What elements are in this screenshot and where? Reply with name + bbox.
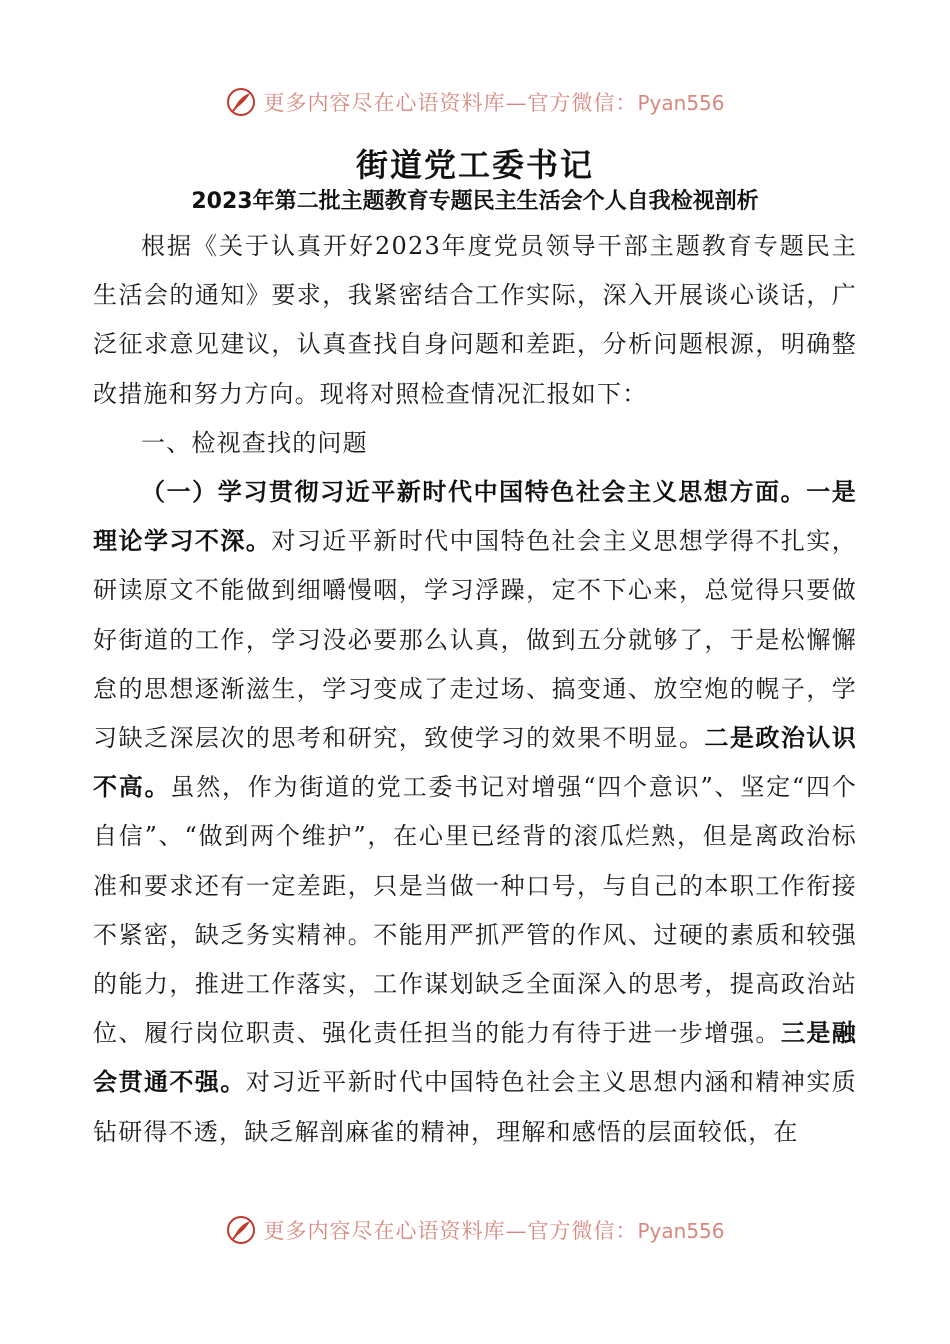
document-subtitle: 2023年第二批主题教育专题民主生活会个人自我检视剖析 [191,189,759,214]
point2-text: 虽然，作为街道的党工委书记对增强“四个意识”、坚定“四个自信”、“做到两个维护”，在心里已经背的滚瓜烂熟，但是离政治标准和要求还有一定差距，只是当做一种口号，与自己的本职工作衔接不紧密，缺乏务实精神。不能用严抓严管的作风、过硬的素质和较强的能力，推进工作落实，工作谋划缺乏全面深入的思考，提高政治站位、履行岗位职责、强化责任担当的能力有待于进一步增强。 [93,773,857,1048]
watermark-footer [0,1210,950,1250]
document-body [93,222,857,1157]
subsection-paragraph [93,468,857,1157]
watermark-wechat-id: Pyan556 [637,1219,725,1243]
point2-title: 二是政治认识不高。 [93,724,857,802]
watermark-text: 更多内容尽在心语资料库—官方微信：Pyan556 [263,1219,725,1243]
watermark-header [0,82,950,122]
subsection-heading: （一）学习贯彻习近平新时代中国特色社会主义思想方面。 [141,478,807,507]
document-title: 街道党工委书记 [355,146,594,184]
quill-logo-icon [225,86,257,118]
point3-title: 三是融会贯通不强。 [93,1019,857,1097]
point1-text: 对习近平新时代中国特色社会主义思想学得不扎实，研读原文不能做到细嚼慢咽，学习浮躁，定不下心来，总觉得只要做好街道的工作，学习没必要那么认真，做到五分就够了，于是松懈懈怠的思想逐渐滋生，学习变成了走过场、搞变通、放空炮的幌子，学习缺乏深层次的思考和研究，致使学习的效果不明显。 [93,527,857,753]
quill-logo-icon [225,1214,257,1246]
point3-text: 对习近平新时代中国特色社会主义思想内涵和精神实质钻研得不透，缺乏解剖麻雀的精神，理解和感悟的层面较低，在 [93,1068,857,1146]
point1-title: 一是理论学习不深。 [93,478,858,556]
intro-paragraph: 根据《关于认真开好2023年度党员领导干部主题教育专题民主生活会的通知》要求，我紧密结合工作实际，深入开展谈心谈话，广泛征求意见建议，认真查找自身问题和差距，分析问题根源，明确整改措施和努力方向。现将对照检查情况汇报如下： [93,232,857,408]
watermark-text: 更多内容尽在心语资料库—官方微信：Pyan556 [263,91,725,115]
section-heading: 一、检视查找的问题 [141,428,368,457]
watermark-wechat-id: Pyan556 [637,91,725,115]
